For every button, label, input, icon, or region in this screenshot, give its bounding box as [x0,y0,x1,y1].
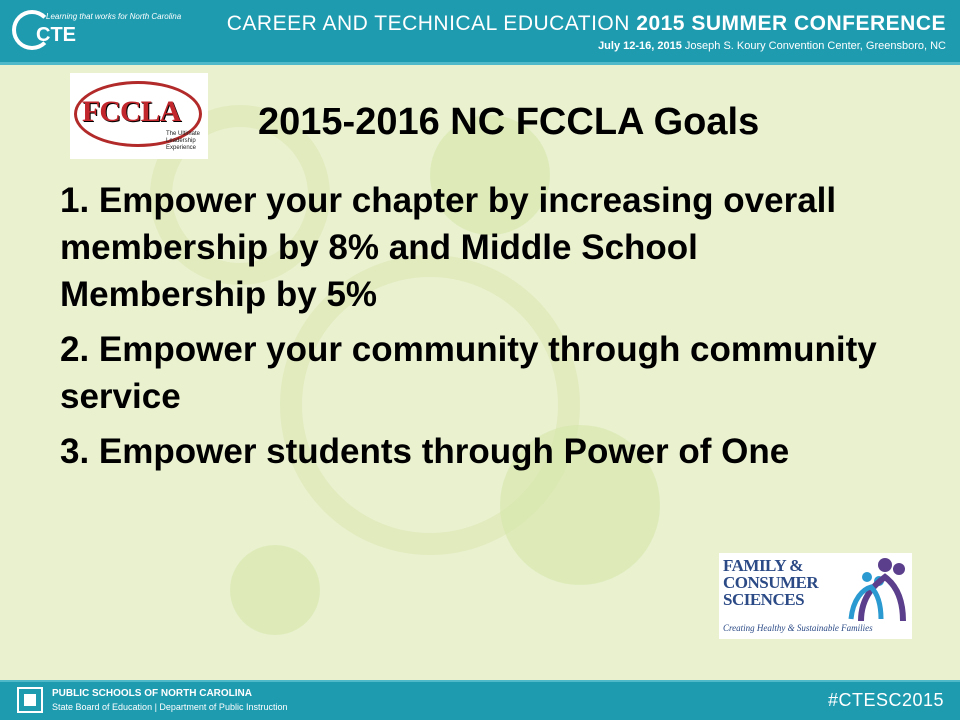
fcs-logo-tagline: Creating Healthy & Sustainable Families [723,623,873,633]
fccla-logo [70,73,208,159]
fccla-logo-word: FCCLA [82,95,181,128]
conference-location: Joseph S. Koury Convention Center, Greensboro, NC [681,40,946,52]
family-figures-icon [841,555,911,625]
footer-org: PUBLIC SCHOOLS OF NORTH CAROLINA [52,688,252,699]
goal-item: 3. Empower students through Power of One [60,432,790,471]
conference-title [227,12,946,36]
footer-bar [0,680,960,720]
decorative-circle [230,545,320,635]
slide-body [0,65,960,680]
cte-tagline: Learning that works for North Carolina [46,12,182,21]
goal-item: 2. Empower your community through community service [60,330,877,416]
cte-logo [8,6,198,56]
cte-logo-text: CTE [36,24,76,46]
conference-hashtag: #CTESC2015 [827,690,944,710]
fcs-logo-line: SCIENCES [723,590,805,609]
fcs-logo-line: CONSUMER [723,573,819,592]
slide-title: 2015-2016 NC FCCLA Goals [258,101,760,143]
fcs-logo-words [723,557,818,608]
footer-dept: State Board of Education | Department of Public Instruction [52,702,288,712]
state-seal-icon [16,686,44,714]
fccla-logo-tagline: The Ultimate Leadership Experience [166,131,201,151]
conference-subtitle [598,40,946,52]
footer-divider [0,680,960,682]
goals-list [60,177,900,483]
fcs-logo-line: FAMILY & [723,556,803,575]
goal-item: 1. Empower your chapter by increasing overall membership by 8% and Middle School Membership by 5% [60,181,837,314]
conference-dates: July 12-16, 2015 [598,40,682,52]
fcs-logo [719,553,912,639]
conference-title-bold: 2015 SUMMER CONFERENCE [636,12,946,35]
conference-title-regular: CAREER AND TECHNICAL EDUCATION [226,12,637,35]
conference-banner [0,0,960,62]
